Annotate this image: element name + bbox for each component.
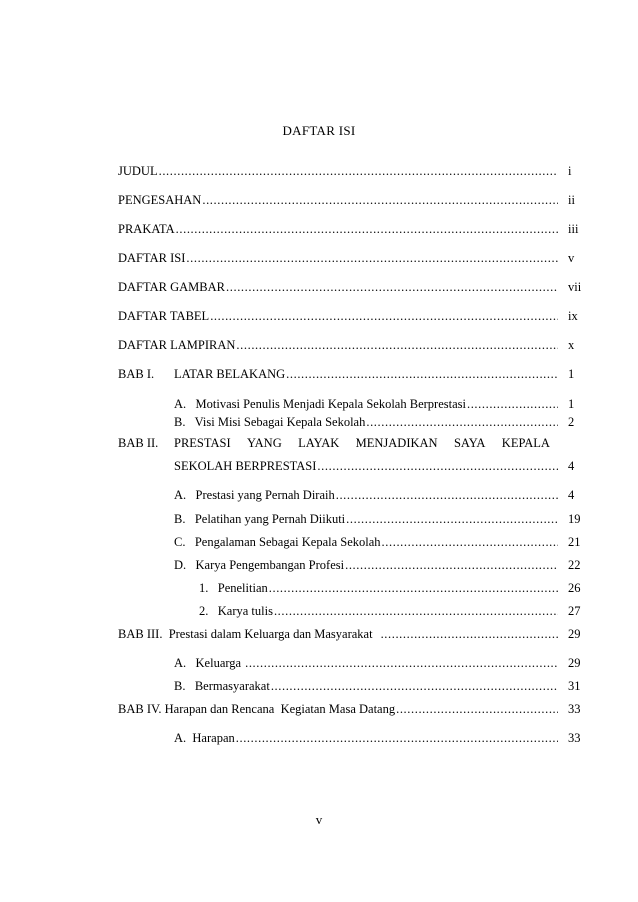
toc-page-number: 4 [568, 488, 575, 502]
dot-leader [159, 162, 558, 180]
toc-label: SEKOLAH BERPRESTASI [174, 459, 317, 473]
toc-page-number: iii [568, 222, 579, 236]
toc-label: B. Visi Misi Sebagai Kepala Sekolah [174, 415, 366, 429]
dot-leader [271, 677, 558, 695]
toc-page-number: 33 [568, 731, 581, 745]
toc-page-number: 22 [568, 558, 581, 572]
title-word: MENJADIKAN [355, 436, 438, 450]
toc-entry-bab-2-a[interactable] [174, 486, 580, 504]
dot-leader [236, 336, 558, 354]
toc-page-number: 2 [568, 415, 575, 429]
toc-label: A. Keluarga [174, 656, 242, 670]
toc-label: C. Pengalaman Sebagai Kepala Sekolah [174, 535, 381, 549]
toc-page-number: i [568, 164, 572, 178]
toc-label: DAFTAR ISI [118, 251, 186, 265]
toc-label: 1. Penelitian [199, 581, 268, 595]
toc-page-number: 31 [568, 679, 581, 693]
dot-leader [366, 413, 558, 431]
chapter-number: BAB I. [118, 367, 155, 381]
toc-label: PRAKATA [118, 222, 175, 236]
toc-label: 2. Karya tulis [199, 604, 273, 618]
toc-page-number: 27 [568, 604, 581, 618]
toc-entry-bab-2-b[interactable] [174, 510, 580, 528]
dot-leader [236, 729, 558, 747]
toc-label: BAB III. Prestasi dalam Keluarga dan Masyarakat [118, 627, 373, 641]
chapter-number: BAB II. [118, 436, 159, 450]
toc-page-number: ix [568, 309, 578, 323]
title-word: KEPALA [501, 436, 550, 450]
toc-entry-bab-4[interactable] [118, 700, 580, 718]
toc-page-number: 4 [568, 459, 575, 473]
dot-leader [210, 307, 558, 325]
toc-entry-bab-2[interactable] [174, 457, 580, 475]
toc-label: PENGESAHAN [118, 193, 202, 207]
toc-entry-bab-2-d-1[interactable] [199, 579, 580, 597]
toc-page-number: 1 [568, 397, 575, 411]
dot-leader [226, 278, 558, 296]
toc-entry-daftar-gambar[interactable] [118, 278, 580, 296]
toc-page-number: x [568, 338, 575, 352]
toc-label: B. Bermasyarakat [174, 679, 270, 693]
dot-leader [467, 395, 558, 413]
toc-entry-bab-3-b[interactable] [174, 677, 580, 695]
toc-page-number: vii [568, 280, 582, 294]
toc-label: JUDUL [118, 164, 158, 178]
toc-entry-bab-1-b[interactable] [174, 413, 580, 431]
toc-label: DAFTAR LAMPIRAN [118, 338, 236, 352]
toc-label: A. Motivasi Penulis Menjadi Kepala Sekolah Berprestasi [174, 397, 466, 411]
title-word: LAYAK [298, 436, 340, 450]
chapter-title-line [174, 434, 550, 452]
dot-leader [202, 191, 558, 209]
toc-entry-pengesahan[interactable] [118, 191, 580, 209]
toc-page-number: 29 [568, 656, 581, 670]
dot-leader [269, 579, 558, 597]
dot-leader [317, 457, 558, 475]
toc-label: D. Karya Pengembangan Profesi [174, 558, 345, 572]
toc-entry-bab-1[interactable] [118, 365, 580, 383]
toc-page-number: 26 [568, 581, 581, 595]
title-word: SAYA [453, 436, 486, 450]
toc-label: DAFTAR GAMBAR [118, 280, 226, 294]
title-word: PRESTASI [174, 436, 231, 450]
toc-page-number: 19 [568, 512, 581, 526]
toc-entry-bab-1-a[interactable] [174, 395, 580, 413]
toc-entry-prakata[interactable] [118, 220, 580, 238]
dot-leader [346, 510, 558, 528]
page-title: DAFTAR ISI [282, 123, 356, 138]
toc-label: A. Prestasi yang Pernah Diraih [174, 488, 335, 502]
toc-label: DAFTAR TABEL [118, 309, 210, 323]
page-number-footer: v [315, 812, 323, 827]
dot-leader [176, 220, 558, 238]
toc-label: LATAR BELAKANG [174, 367, 286, 381]
dot-leader [274, 602, 558, 620]
dot-leader [186, 249, 558, 267]
title-word: YANG [247, 436, 282, 450]
dot-leader [381, 625, 558, 643]
dot-leader [382, 533, 558, 551]
dot-leader [345, 556, 558, 574]
toc-page-number: v [568, 251, 575, 265]
toc-label: A. Harapan [174, 731, 235, 745]
toc-entry-judul[interactable] [118, 162, 580, 180]
toc-entry-bab-3[interactable] [118, 625, 580, 643]
toc-entry-bab-2-c[interactable] [174, 533, 580, 551]
dot-leader [245, 654, 558, 672]
toc-entry-bab-4-a[interactable] [174, 729, 580, 747]
toc-entry-bab-2-heading [118, 434, 550, 452]
toc-page-number: ii [568, 193, 575, 207]
toc-label: B. Pelatihan yang Pernah Diikuti [174, 512, 346, 526]
dot-leader [286, 365, 558, 383]
toc-page-number: 1 [568, 367, 575, 381]
toc-page-number: 21 [568, 535, 581, 549]
dot-leader [396, 700, 558, 718]
toc-entry-daftar-lampiran[interactable] [118, 336, 580, 354]
toc-label: BAB IV. Harapan dan Rencana Kegiatan Masa Datang [118, 702, 396, 716]
dot-leader [336, 486, 558, 504]
toc-page-number: 29 [568, 627, 581, 641]
toc-entry-daftar-isi[interactable] [118, 249, 580, 267]
toc-entry-bab-2-d[interactable] [174, 556, 580, 574]
toc-page-number: 33 [568, 702, 581, 716]
toc-entry-bab-3-a[interactable] [174, 654, 580, 672]
toc-entry-daftar-tabel[interactable] [118, 307, 580, 325]
toc-entry-bab-2-d-2[interactable] [199, 602, 580, 620]
